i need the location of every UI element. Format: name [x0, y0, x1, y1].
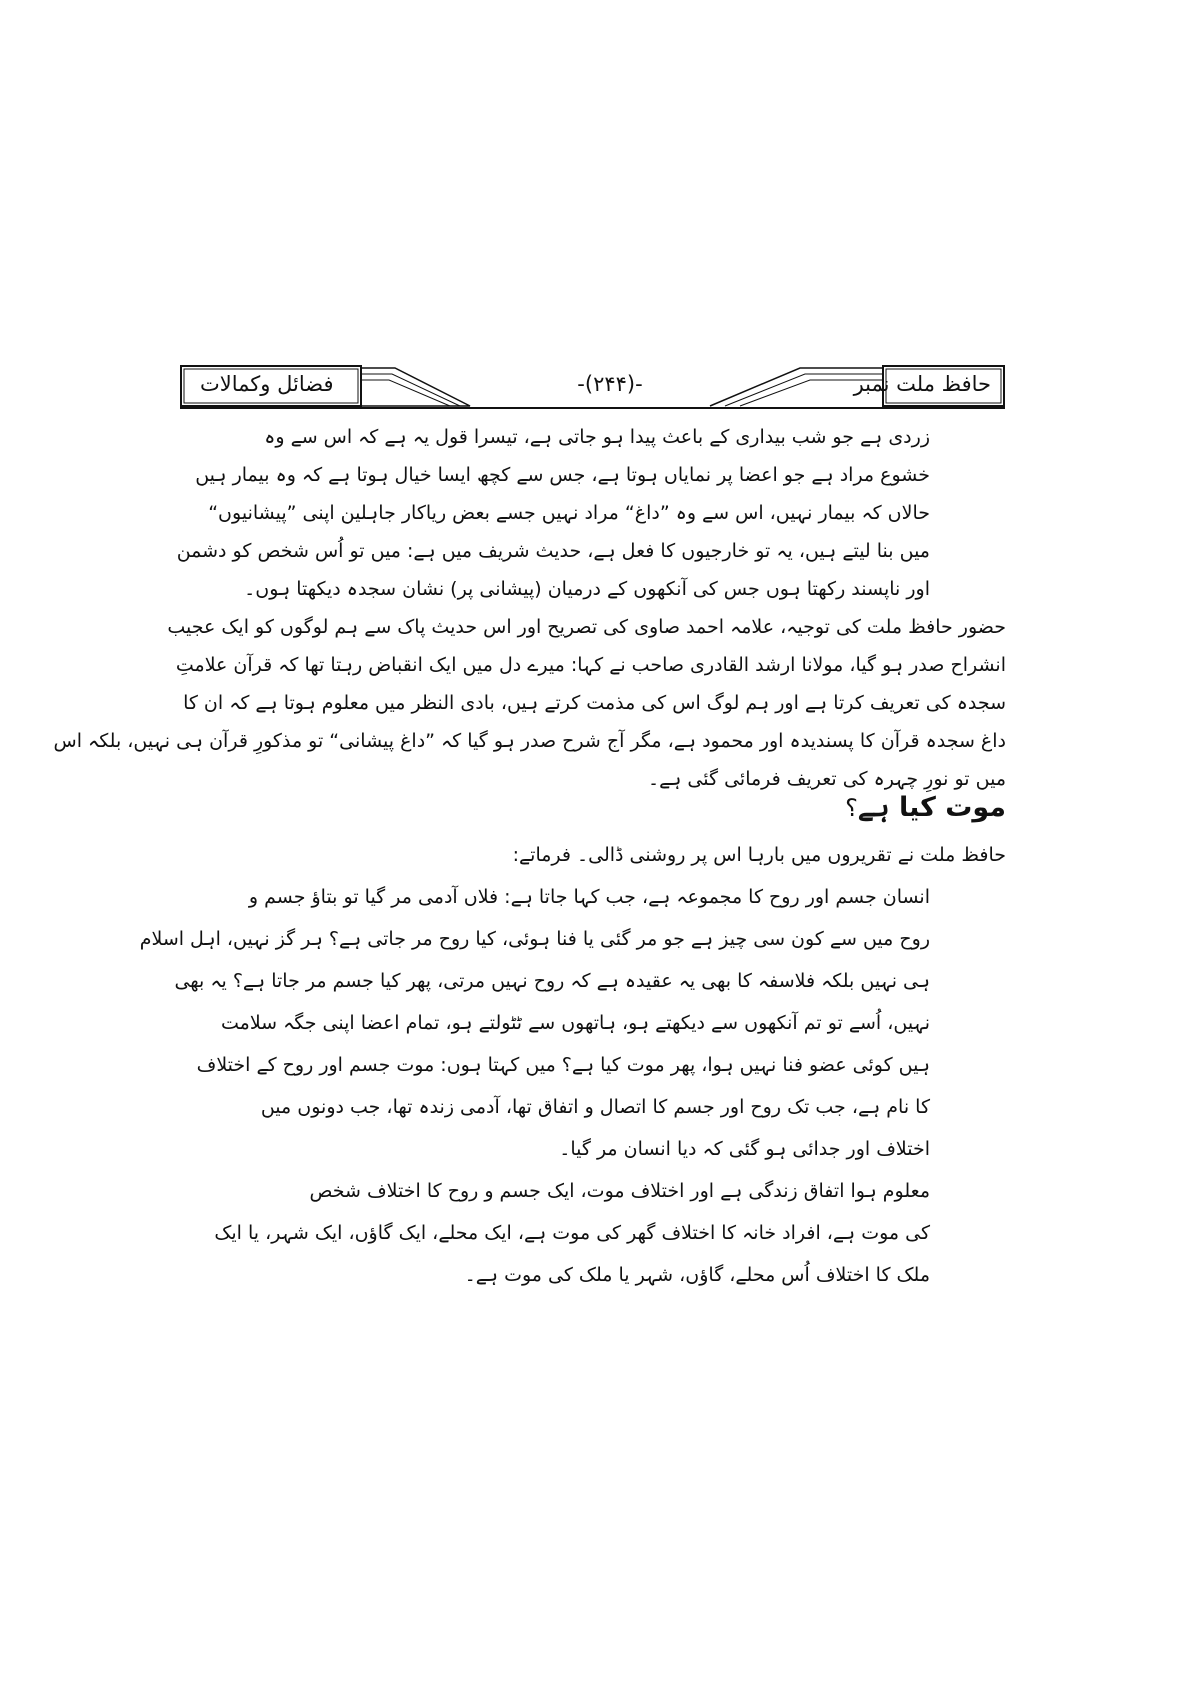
text-line: ملک کا اختلاف اُس محلے، گاؤں، شہر یا ملک کی موت ہے۔ — [464, 1264, 930, 1286]
text-line: زردی ہے جو شب بیداری کے باعث پیدا ہو جاتی ہے، تیسرا قول یہ ہے کہ اس سے وہ — [264, 426, 930, 448]
text-line: اختلاف اور جدائی ہو گئی کہ دیا انسان مر گیا۔ — [559, 1138, 930, 1160]
text-line: انسان جسم اور روح کا مجموعہ ہے، جب کہا جاتا ہے: فلاں آدمی مر گیا تو بتاؤ جسم و — [248, 886, 930, 908]
text-line: ہی نہیں بلکہ فلاسفہ کا بھی یہ عقیدہ ہے کہ روح نہیں مرتی، پھر کیا جسم مر جاتا ہے؟ یہ بھی — [174, 970, 930, 992]
text-line: حضور حافظ ملت کی توجیہ، علامہ احمد صاوی کی تصریح اور اس حدیث پاک سے ہم لوگوں کو ایک عجیب — [167, 616, 1006, 638]
header-book-title: حافظ ملت نمبر — [853, 372, 991, 396]
text-line: خشوع مراد ہے جو اعضا پر نمایاں ہوتا ہے، جس سے کچھ ایسا خیال ہوتا ہے کہ وہ بیمار ہیں — [195, 464, 930, 486]
heading-text: موت کیا ہے — [857, 792, 1006, 823]
text-line: کی موت ہے، افراد خانہ کا اختلاف گھر کی موت ہے، ایک محلے، ایک گاؤں، ایک شہر، یا ایک — [214, 1222, 930, 1244]
text-line: حافظ ملت نے تقریروں میں بارہا اس پر روشنی ڈالی۔ فرماتے: — [512, 844, 1006, 866]
text-line: معلوم ہوا اتفاق زندگی ہے اور اختلاف موت، ایک جسم و روح کا اختلاف شخص — [309, 1180, 930, 1202]
page-number: -(۲۴۴)- — [577, 372, 643, 396]
heading-question-mark: ؟ — [845, 794, 858, 822]
section-heading — [600, 788, 1006, 832]
text-line: روح میں سے کون سی چیز ہے جو مر گئی یا فنا ہوئی، کیا روح مر جاتی ہے؟ ہر گز نہیں، اہل اسلام — [139, 928, 930, 950]
page-header — [180, 362, 1005, 410]
text-line: سجدہ کی تعریف کرتا ہے اور ہم لوگ اس کی مذمت کرتے ہیں، بادی النظر میں معلوم ہوتا ہے کہ ان کا — [183, 692, 1006, 714]
text-line: میں بنا لیتے ہیں، یہ تو خارجیوں کا فعل ہے، حدیث شریف میں ہے: میں تو اُس شخص کو دشمن — [176, 540, 930, 562]
text-line: اور ناپسند رکھتا ہوں جس کی آنکھوں کے درمیان (پیشانی پر) نشان سجدہ دیکھتا ہوں۔ — [244, 578, 930, 600]
text-line: داغ سجدہ قرآن کا پسندیدہ اور محمود ہے، مگر آج شرح صدر ہو گیا کہ ”داغ پیشانی“ تو مذکورِ قرآن ہی نہیں، بلکہ اس — [53, 730, 1006, 752]
header-section-title: فضائل وکمالات — [200, 372, 334, 396]
text-line: میں تو نورِ چہرہ کی تعریف فرمائی گئی ہے۔ — [647, 768, 1006, 790]
text-line: کا نام ہے، جب تک روح اور جسم کا اتصال و اتفاق تھا، آدمی زندہ تھا، جب دونوں میں — [260, 1096, 930, 1118]
text-line: نہیں، اُسے تو تم آنکھوں سے دیکھتے ہو، ہاتھوں سے ٹٹولتے ہو، تمام اعضا اپنی جگہ سلامت — [220, 1012, 930, 1034]
text-line: حالاں کہ بیمار نہیں، اس سے وہ ”داغ“ مراد نہیں جسے بعض ریاکار جاہلین اپنی ”پیشانیوں“ — [208, 502, 930, 524]
text-line: انشراح صدر ہو گیا، مولانا ارشد القادری صاحب نے کہا: میرے دل میں ایک انقباض رہتا تھا کہ قرآن علامتِ — [175, 654, 1006, 676]
text-line: ہیں کوئی عضو فنا نہیں ہوا، پھر موت کیا ہے؟ میں کہتا ہوں: موت جسم اور روح کے اختلاف — [196, 1054, 930, 1076]
